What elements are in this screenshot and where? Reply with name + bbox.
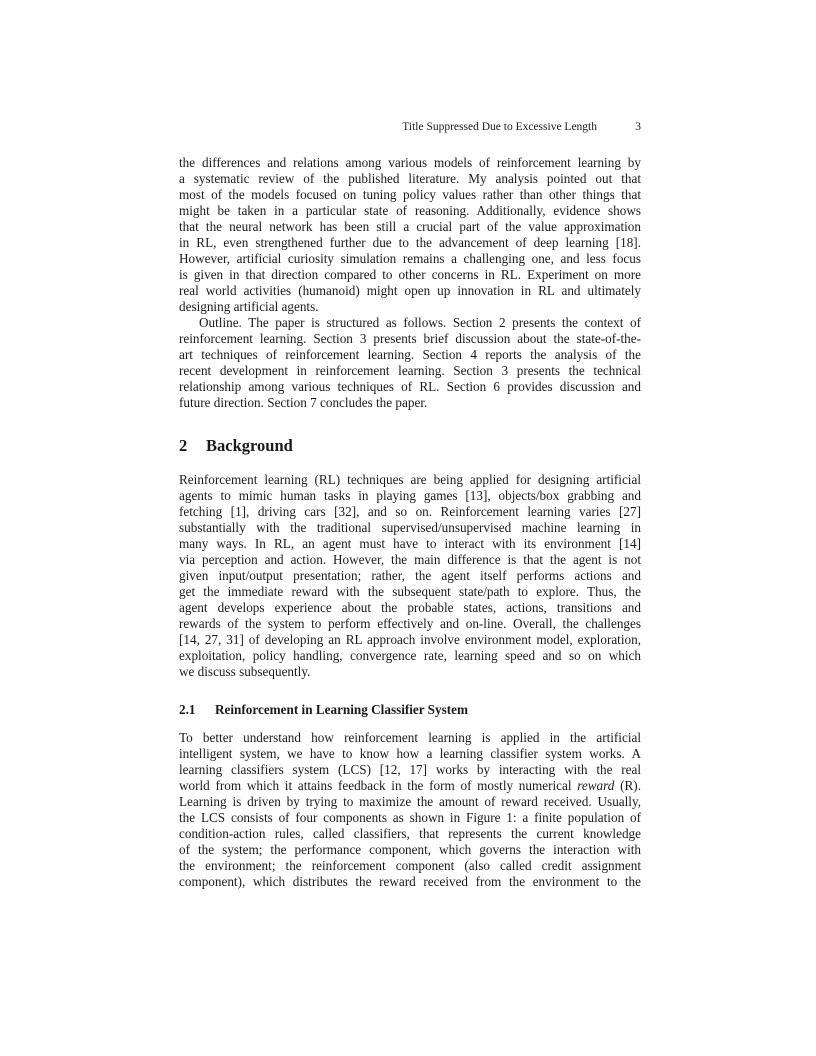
text-line: might be taken in a particular state of reasoning. Additionally, evidence shows [179, 203, 641, 218]
text-line: exploitation, policy handling, convergence rate, learning speed and so on which [179, 648, 641, 663]
paragraph-lcs [179, 730, 641, 890]
section-heading-background [179, 436, 293, 456]
paragraph-background [179, 472, 641, 680]
text-line: the LCS consists of four components as shown in Figure 1: a finite population of [179, 810, 641, 825]
text-line: To better understand how reinforcement learning is applied in the artificial [179, 730, 641, 745]
text-line: future direction. Section 7 concludes the paper. [179, 395, 428, 410]
text-line: designing artificial agents. [179, 299, 319, 314]
text-line: is given in that direction compared to other concerns in RL. Experiment on more [179, 267, 641, 282]
running-title: Title Suppressed Due to Excessive Length [402, 121, 597, 133]
text-line: Outline. The paper is structured as follows. Section 2 presents the context of [199, 315, 641, 330]
text-line: we discuss subsequently. [179, 664, 311, 679]
text-line: [14, 27, 31] of developing an RL approach involve environment model, exploration, [179, 632, 641, 647]
text-line: condition-action rules, called classifiers, that represents the current knowledge [179, 826, 641, 841]
paragraph-outline [179, 315, 641, 411]
paragraph-intro-conclusion [179, 155, 641, 315]
text-line: However, artificial curiosity simulation remains a challenging one, and less focus [179, 251, 641, 266]
subsection-number: 2.1 [179, 702, 196, 717]
text-line: that the neural network has been still a crucial part of the value approximation [179, 219, 641, 234]
text-line: recent development in reinforcement learning. Section 3 presents the technical [179, 363, 641, 378]
text-line: the environment; the reinforcement component (also called credit assignment [179, 858, 641, 873]
text-line [179, 778, 641, 794]
text-line: agent develops experience about the probable states, actions, transitions and [179, 600, 641, 615]
emphasized-term: reward [577, 778, 615, 793]
text-line: intelligent system, we have to know how a learning classifier system works. A [179, 746, 641, 761]
text-line: rewards of the system to perform effectively and on-line. Overall, the challenges [179, 616, 641, 631]
text-segment: (R). [614, 778, 641, 793]
text-line: in RL, even strengthened further due to the advancement of deep learning [18]. [179, 235, 641, 250]
subsection-title: Reinforcement in Learning Classifier System [215, 702, 468, 717]
text-line: given input/output presentation; rather, the agent itself performs actions and [179, 568, 641, 583]
text-segment: world from which it attains feedback in the form of mostly numerical [179, 778, 578, 793]
text-line: reinforcement learning. Section 3 presents brief discussion about the state-of-the- [179, 331, 641, 346]
text-line: art techniques of reinforcement learning. Section 4 reports the analysis of the [179, 347, 641, 362]
section-title: Background [206, 436, 293, 455]
text-line: learning classifiers system (LCS) [12, 17] works by interacting with the real [179, 762, 641, 777]
text-line: agents to mimic human tasks in playing games [13], objects/box grabbing and [179, 488, 641, 503]
text-line: the differences and relations among various models of reinforcement learning by [179, 155, 641, 170]
text-line: component), which distributes the reward received from the environment to the [179, 874, 641, 889]
subsection-heading-lcs [179, 702, 468, 718]
text-line: get the immediate reward with the subsequent state/path to explore. Thus, the [179, 584, 641, 599]
page-number: 3 [635, 121, 641, 133]
text-line: fetching [1], driving cars [32], and so on. Reinforcement learning varies [27] [179, 504, 641, 519]
text-line: real world activities (humanoid) might open up innovation in RL and ultimately [179, 283, 641, 298]
text-line: many ways. In RL, an agent must have to interact with its environment [14] [179, 536, 641, 551]
text-line: Reinforcement learning (RL) techniques are being applied for designing artificial [179, 472, 641, 487]
text-line: most of the models focused on tuning policy values rather than other things that [179, 187, 641, 202]
text-line: substantially with the traditional supervised/unsupervised machine learning in [179, 520, 641, 535]
text-line: relationship among various techniques of RL. Section 6 provides discussion and [179, 379, 641, 394]
text-line: Learning is driven by trying to maximize the amount of reward received. Usually, [179, 794, 641, 809]
text-line: of the system; the performance component, which governs the interaction with [179, 842, 641, 857]
section-number: 2 [179, 436, 188, 455]
text-line: via perception and action. However, the main difference is that the agent is not [179, 552, 641, 567]
text-line: a systematic review of the published literature. My analysis pointed out that [179, 171, 641, 186]
